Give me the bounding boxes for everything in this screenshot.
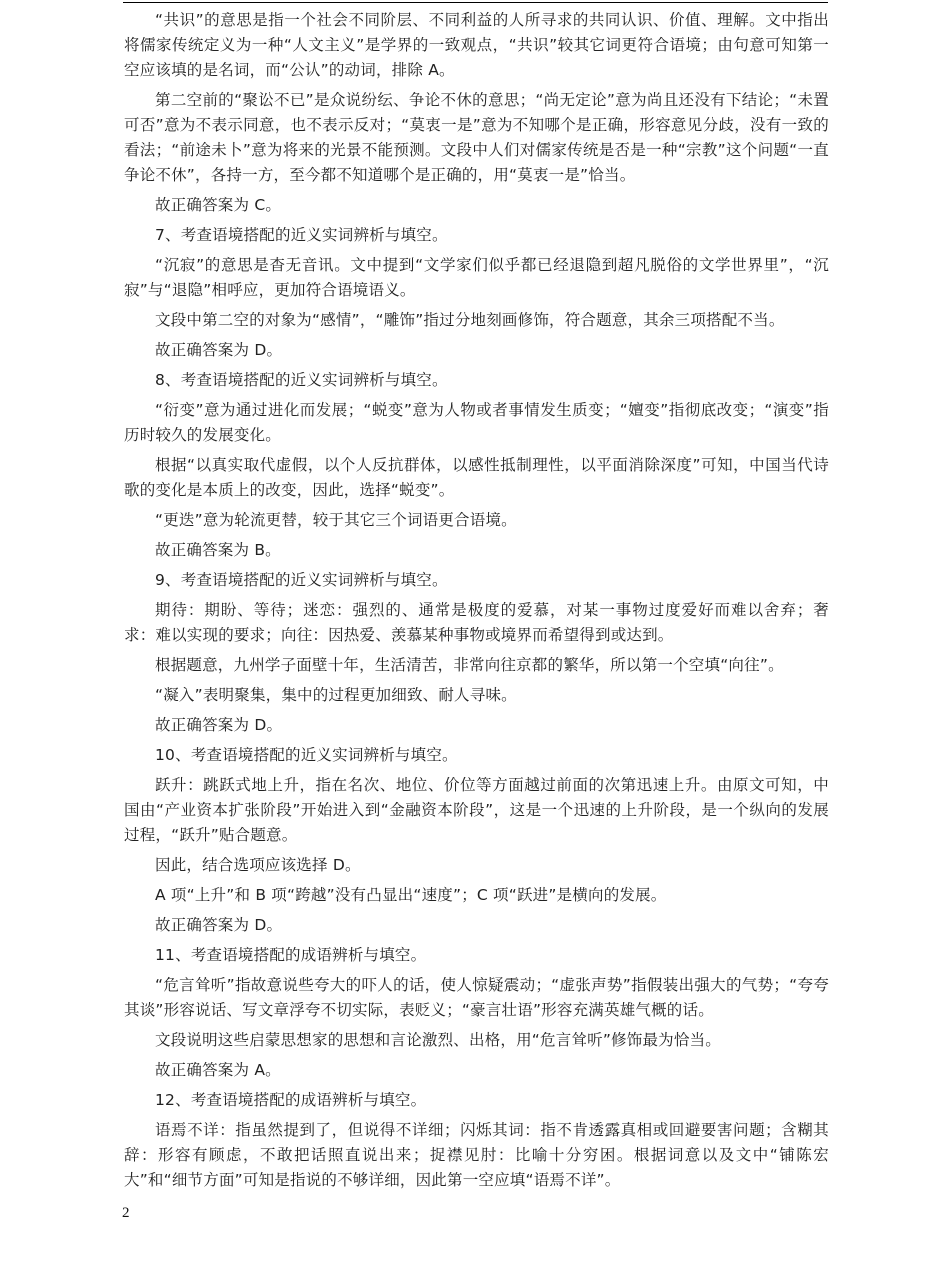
document-body	[124, 8, 829, 1198]
question-heading: 10、考查语境搭配的近义实词辨析与填空。	[155, 746, 458, 764]
paragraph: 因此，结合选项应该选择 D。	[155, 856, 361, 874]
paragraph: 根据“以真实取代虚假，以个人反抗群体，以感性抵制理性，以平面消除深度”可知，中国当代诗歌的变化是本质上的改变，因此，选择“蜕变”。	[124, 456, 829, 499]
paragraph: “危言耸听”指故意说些夸大的吓人的话，使人惊疑震动；“虚张声势”指假装出强大的气势；“夸夸其谈”形容说话、写文章浮夸不切实际，表贬义；“豪言壮语”形容充满英雄气概的话。	[124, 976, 829, 1019]
answer-line: 故正确答案为 B。	[155, 541, 281, 559]
header-rule	[123, 2, 828, 3]
answer-line: 故正确答案为 D。	[155, 916, 283, 934]
question-heading: 8、考查语境搭配的近义实词辨析与填空。	[155, 371, 448, 389]
page-number: 2	[122, 1205, 130, 1221]
paragraph: “沉寂”的意思是杳无音讯。文中提到“文学家们似乎都已经退隐到超凡脱俗的文学世界里”，“沉寂”与“退隐”相呼应，更加符合语境语义。	[124, 256, 829, 299]
paragraph: “衍变”意为通过进化而发展；“蜕变”意为人物或者事情发生质变；“嬗变”指彻底改变；“演变”指历时较久的发展变化。	[124, 401, 829, 444]
answer-line: 故正确答案为 D。	[155, 341, 283, 359]
paragraph: “凝入”表明聚集，集中的过程更加细致、耐人寻味。	[155, 686, 517, 704]
paragraph: 语焉不详：指虽然提到了，但说得不详细；闪烁其词：指不肯透露真相或回避要害问题；含糊其辞：形容有顾虑，不敢把话照直说出来；捉襟见肘：比喻十分穷困。根据词意以及文中“铺陈宏大”和“细节方面”可知是指说的不够详细，因此第一空应填“语焉不详”。	[124, 1121, 829, 1189]
question-heading: 7、考查语境搭配的近义实词辨析与填空。	[155, 226, 448, 244]
answer-line: 故正确答案为 C。	[155, 196, 282, 214]
paragraph: 文段说明这些启蒙思想家的思想和言论激烈、出格，用“危言耸听”修饰最为恰当。	[155, 1031, 721, 1049]
question-heading: 11、考查语境搭配的成语辨析与填空。	[155, 946, 427, 964]
paragraph: A 项“上升”和 B 项“跨越”没有凸显出“速度”；C 项“跃进”是横向的发展。	[155, 886, 667, 904]
paragraph: 文段中第二空的对象为“感情”，“雕饰”指过分地刻画修饰，符合题意，其余三项搭配不当。	[155, 311, 785, 329]
paragraph: 期待：期盼、等待；迷恋：强烈的、通常是极度的爱慕，对某一事物过度爱好而难以舍弃；奢求：难以实现的要求；向往：因热爱、羡慕某种事物或境界而希望得到或达到。	[124, 601, 829, 644]
answer-line: 故正确答案为 A。	[155, 1061, 281, 1079]
answer-line: 故正确答案为 D。	[155, 716, 283, 734]
question-heading: 12、考查语境搭配的成语辨析与填空。	[155, 1091, 427, 1109]
question-heading: 9、考查语境搭配的近义实词辨析与填空。	[155, 571, 448, 589]
paragraph: 跃升：跳跃式地上升，指在名次、地位、价位等方面越过前面的次第迅速上升。由原文可知，中国由“产业资本扩张阶段”开始进入到“金融资本阶段”，这是一个迅速的上升阶段，是一个纵向的发展过程，“跃升”贴合题意。	[124, 776, 829, 844]
paragraph: “共识”的意思是指一个社会不同阶层、不同利益的人所寻求的共同认识、价值、理解。文中指出将儒家传统定义为一种“人文主义”是学界的一致观点，“共识”较其它词更符合语境；由句意可知第一空应该填的是名词，而“公认”的动词，排除 A。	[124, 11, 829, 79]
paragraph: 第二空前的“聚讼不已”是众说纷纭、争论不休的意思；“尚无定论”意为尚且还没有下结论；“未置可否”意为不表示同意，也不表示反对；“莫衷一是”意为不知哪个是正确，形容意见分歧，没有一致的看法；“前途未卜”意为将来的光景不能预测。文段中人们对儒家传统是否是一种“宗教”这个问题“一直争论不休”，各持一方，至今都不知道哪个是正确的，用“莫衷一是”恰当。	[124, 91, 829, 184]
paragraph: “更迭”意为轮流更替，较于其它三个词语更合语境。	[155, 511, 517, 529]
paragraph: 根据题意，九州学子面壁十年，生活清苦，非常向往京都的繁华，所以第一个空填“向往”。	[155, 656, 784, 674]
